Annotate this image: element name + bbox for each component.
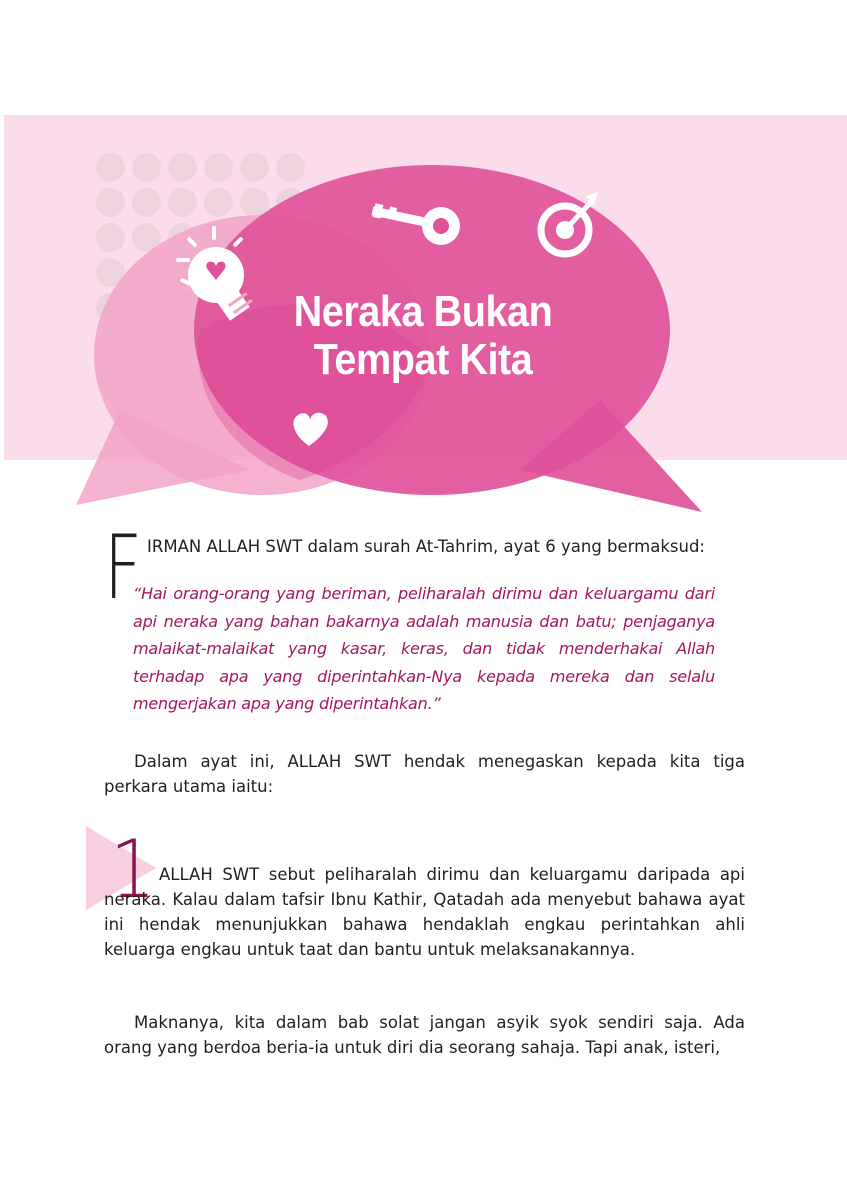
paragraph-3: Maknanya, kita dalam bab solat jangan asyik syok sendiri saja. Ada orang yang berdoa beria-ia untuk diri dia seorang sahaja. Tapi anak, isteri,: [104, 1013, 745, 1057]
title-line-2: Tempat Kita: [313, 335, 533, 384]
quran-quote: “Hai orang-orang yang beriman, peliharalah dirimu dan keluargamu dari api neraka yang bahan bakarnya adalah manusia dan batu; penjaganya malaikat-malaikat yang kasar, keras, dan tidak menderhakai Allah terhadap apa yang diperintahkan-Nya kepada mereka dan selalu mengerjakan apa yang diperintahkan.”: [133, 584, 715, 713]
point-number: 1: [110, 823, 156, 916]
point-1-body: ALLAH SWT sebut peliharalah dirimu dan keluargamu daripada api neraka. Kalau dalam tafsir Ibnu Kathir, Qatadah ada menyebut bahawa ayat ini hendak menunjukkan bahawa hendaklah engkau perintahkan ahli keluarga engkau untuk taat dan bantu untuk melaksanakannya.: [104, 865, 745, 959]
paragraph-1: Dalam ayat ini, ALLAH SWT hendak menegaskan kepada kita tiga perkara utama iaitu:: [104, 752, 745, 796]
point-1-text: [104, 862, 745, 962]
intro-line: IRMAN ALLAH SWT dalam surah At-Tahrim, ayat 6 yang bermaksud:: [147, 537, 705, 556]
title-line-1: Neraka Bukan: [293, 287, 553, 336]
page-title: [284, 288, 563, 384]
speech-bubbles-illustration: [0, 0, 847, 520]
drop-cap: F: [104, 516, 142, 619]
